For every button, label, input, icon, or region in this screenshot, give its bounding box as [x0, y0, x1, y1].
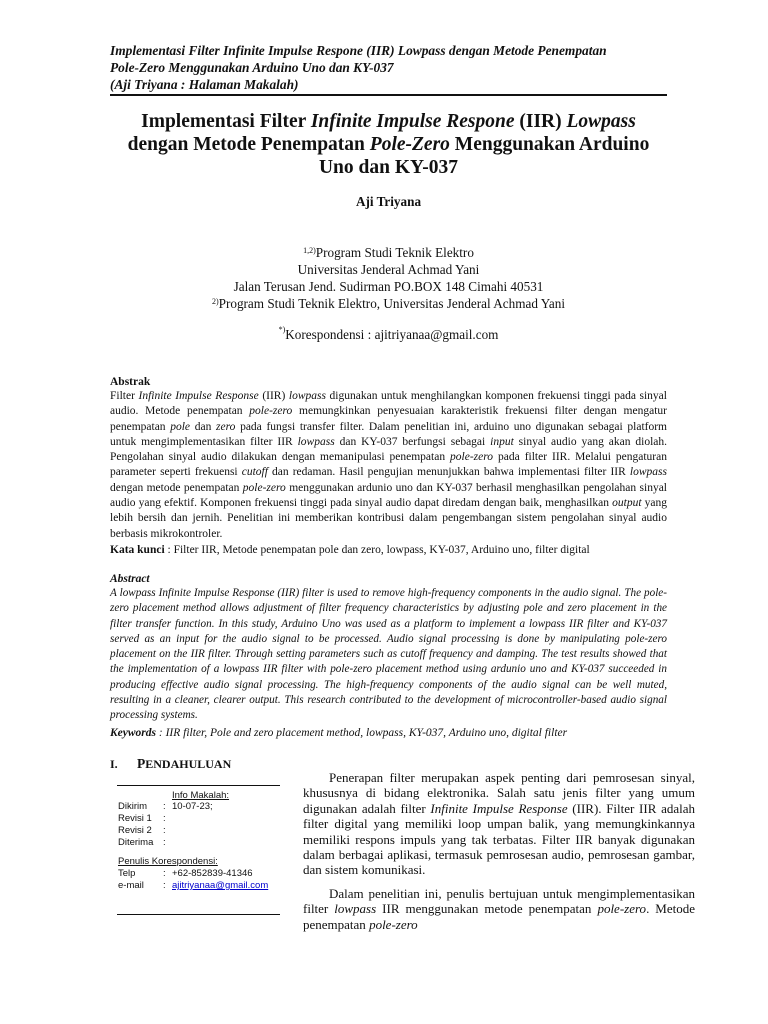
abstrak-text: input — [490, 435, 514, 448]
abstrak-text: pole-zero — [450, 451, 494, 464]
running-header-line3: (Aji Triyana : Halaman Makalah) — [110, 77, 299, 92]
info-key: Dikirim — [118, 801, 148, 812]
abstrak-heading: Abstrak — [110, 376, 151, 388]
abstrak-text: lowpass — [297, 435, 335, 448]
abstrak-text: dan KY-037 berfungsi sebagai — [334, 435, 491, 448]
info-value: 10-07-23; — [172, 801, 213, 812]
abstrak-text: memungkinkan penyesuaian karakteristik frekuensi filter dengan mengatur penempatan — [110, 405, 667, 433]
section-title-initial: P — [137, 756, 146, 771]
info-key: e-mail — [118, 880, 144, 891]
abstrak-text: digunakan untuk menghilangkan komponen frekuensi tinggi pada sinyal audio. Metode penempatan — [110, 390, 667, 418]
abstrak-text: cutoff — [241, 466, 268, 479]
correspondence — [110, 327, 667, 343]
info-colon: : — [163, 801, 166, 812]
intro-text: Dalam penelitian ini, penulis bertujuan untuk mengimplementasikan filter — [303, 885, 695, 917]
running-header-line1: Implementasi Filter Infinite Impulse Respone (IIR) Lowpass dengan Metode Penempatan — [110, 43, 607, 58]
info-colon: : — [163, 837, 166, 848]
abstrak-text: pole-zero — [249, 405, 293, 418]
info-row — [118, 813, 213, 825]
info-key: Diterima — [118, 837, 154, 848]
info-colon: : — [163, 880, 166, 891]
abstract-body: A lowpass Infinite Impulse Response (IIR) filter is used to remove high-frequency components in the audio signal. The pole-zero placement method allows adjustment of filter frequency characteristics by adjusting pole and zero placement in the filter transfer function. In this study, Arduino Uno was used as a platform to implement a lowpass IIR filter and KY-037 served as an input for the audio signal to be processed. Audio signal processing is done by manipulating pole-zero placement on the IIR filter. Through setting parameters such as cutoff frequency and damping. The test results showed that the implementation of a lowpass IIR filter with pole-zero placement method using ardunio uno and KY-037 succeeded in producing effective audio signal processing. The high-frequency components of the audio signal can be well muted, resulting in a cleaner, clearer output. This research contributed to the development of microcontroller-based audio signal processing systems. — [110, 587, 667, 722]
abstrak-text: dan — [190, 420, 216, 433]
keywords — [110, 727, 667, 739]
affiliation-marker: 1,2) — [303, 246, 316, 255]
abstrak-text: lowpass — [629, 466, 667, 479]
kata-kunci — [110, 544, 667, 556]
header-divider — [110, 94, 667, 96]
section-number: I. — [110, 757, 118, 771]
abstract-heading: Abstract — [110, 573, 150, 585]
abstrak-text: pole-zero — [242, 481, 286, 494]
info-row — [118, 825, 213, 837]
abstrak-text: lowpass — [288, 390, 326, 402]
affiliation-line: Program Studi Teknik Elektro, Universitas Jenderal Achmad Yani — [218, 296, 566, 311]
paper-title — [110, 110, 667, 179]
running-header-line2: Pole-Zero Menggunakan Arduino Uno dan KY-037 — [110, 60, 394, 75]
info-colon: : — [163, 813, 166, 824]
title-part: Infinite Impulse Respone — [310, 111, 515, 132]
info-row — [118, 801, 213, 813]
abstrak-text: Infinite Impulse Response — [138, 390, 259, 402]
affiliation-line: Universitas Jenderal Achmad Yani — [297, 262, 480, 277]
intro-paragraph — [303, 886, 695, 932]
affiliation — [110, 244, 667, 312]
abstrak-text: pada filter IIR. Melalui pengaturan parameter seperti frekuensi — [110, 451, 667, 479]
info-box-bottom-rule — [117, 914, 280, 915]
info-key: Revisi 1 — [118, 813, 152, 824]
running-header — [110, 42, 670, 93]
intro-text: Infinite Impulse Response — [430, 800, 568, 816]
keywords-text: : IIR filter, Pole and zero placement method, lowpass, KY-037, Arduino uno, digital filter — [156, 727, 568, 739]
title-part: Uno dan KY-037 — [318, 157, 459, 178]
abstrak-text: sinyal audio yang akan diolah. Pengolahan sinyal audio dilakukan dengan memanipulasi penempatan — [110, 435, 667, 464]
info-key: Revisi 2 — [118, 825, 152, 836]
abstrak-text: menggunakan ardunio uno dan KY-037 berhasil menghasilkan pengolahan sinyal audio yang efektif. Komponen frekuensi tinggi pada sinyal audio dapat diredam dengan baik, menghasilkan — [110, 481, 667, 510]
info-row — [118, 837, 213, 849]
abstrak-text: zero — [216, 420, 236, 433]
title-part: Implementasi Filter — [141, 111, 311, 132]
info-box-correspondence-title: Penulis Korespondensi: — [118, 856, 218, 867]
info-box-contact — [118, 868, 268, 892]
abstrak-body — [110, 389, 667, 542]
abstrak-text: Filter — [110, 390, 139, 402]
author-name: Aji Triyana — [355, 194, 422, 209]
intro-text: Penerapan filter merupakan aspek penting dari pemrosesan sinyal, khususnya di bidang elektronika. Salah satu jenis filter yang umum digunakan adalah filter — [303, 770, 695, 816]
phone-number: +62-852839-41346 — [172, 868, 253, 879]
abstrak-text: pole — [170, 420, 191, 433]
title-part: Lowpass — [566, 111, 636, 132]
intro-text: pole-zero — [597, 901, 647, 917]
info-colon: : — [163, 825, 166, 836]
correspondence-marker: *) — [278, 325, 286, 334]
intro-text: IIR menggunakan metode penempatan — [376, 901, 598, 917]
abstrak-text: dan redaman. Hasil pengujian menunjukkan bahwa implementasi filter IIR — [267, 466, 630, 479]
intro-text: pole-zero — [369, 916, 418, 932]
abstrak-text: dengan metode penempatan — [110, 481, 243, 494]
info-box-top-rule — [117, 785, 280, 786]
intro-text: lowpass — [334, 901, 377, 917]
kata-kunci-text: : Filter IIR, Metode penempatan pole dan zero, lowpass, KY-037, Arduino uno, filter digital — [164, 544, 590, 556]
keywords-label: Keywords — [110, 727, 156, 739]
info-box-title: Info Makalah: — [172, 790, 230, 801]
info-box-dates — [118, 801, 213, 849]
info-colon: : — [163, 868, 166, 879]
info-row — [118, 868, 268, 880]
section-heading-pendahuluan — [110, 756, 231, 772]
correspondence-text: Korespondensi : ajitriyanaa@gmail.com — [285, 327, 499, 342]
abstrak-text: (IIR) — [258, 390, 289, 402]
title-part: dengan Metode Penempatan — [127, 134, 370, 155]
kata-kunci-label: Kata kunci — [110, 544, 165, 556]
email-link[interactable]: ajitriyanaa@gmail.com — [172, 880, 269, 891]
abstrak-text: pada fungsi transfer filter. Dalam penelitian ini, arduino uno digunakan sebagai platform untuk mengimplementasikan filter IIR — [110, 420, 667, 448]
affiliation-line: Jalan Terusan Jend. Sudirman PO.BOX 148 Cimahi 40531 — [233, 279, 544, 294]
info-row — [118, 880, 268, 892]
intro-column — [303, 770, 695, 932]
title-part: Pole-Zero — [369, 134, 450, 155]
section-title-rest: ENDAHULUAN — [145, 757, 232, 771]
affiliation-marker: 2) — [211, 297, 219, 306]
info-key: Telp — [118, 868, 136, 879]
abstrak-text: yang lebih bersih dan jernih. Penelitian ini memberikan kontribusi dalam pengembangan sistem pengolahan sinyal audio berbasis mikrokontroler. — [110, 497, 667, 540]
title-part: (IIR) — [514, 111, 567, 132]
title-part: Menggunakan Arduino — [449, 134, 650, 155]
intro-paragraph — [303, 770, 695, 878]
abstrak-text: output — [612, 497, 642, 510]
affiliation-line: Program Studi Teknik Elektro — [315, 245, 474, 260]
intro-text: . Metode penempatan — [303, 901, 696, 932]
intro-text: (IIR). Filter IIR adalah filter digital yang memiliki loop umpan balik, yang memungkinkannya memiliki respons impuls yang tak terbatas. Filter IIR banyak digunakan dalam berbagai aplikasi, termasuk pemrosesan audio, pemrosesan gambar, dan sistem komunikasi. — [303, 800, 695, 878]
